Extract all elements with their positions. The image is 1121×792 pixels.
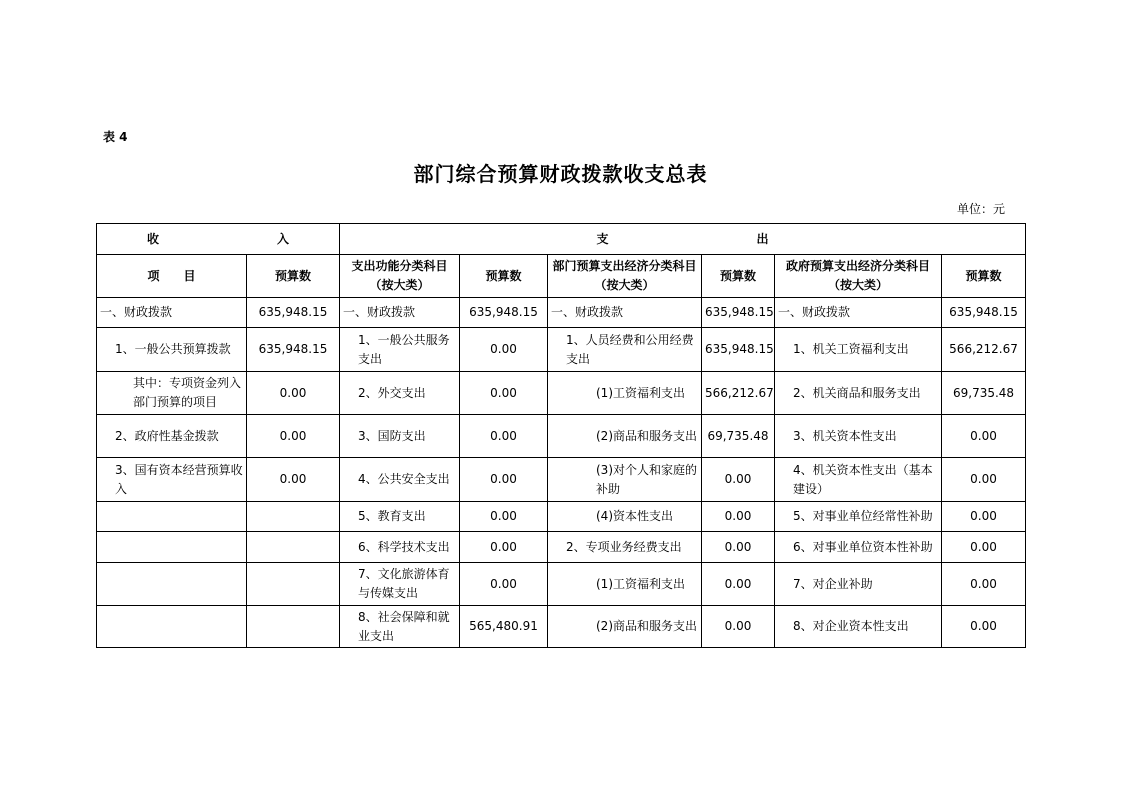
header-budget-gov: 预算数: [942, 255, 1026, 298]
table-number: 表 4: [103, 130, 128, 144]
dept-econ-value: 0.00: [702, 532, 775, 563]
table-row: [97, 415, 1026, 458]
dept-econ-item: (1)工资福利支出: [548, 563, 702, 606]
table-row: [97, 606, 1026, 648]
dept-econ-value: 0.00: [702, 458, 775, 502]
gov-econ-item: 6、对事业单位资本性补助: [775, 532, 942, 563]
income-value: 0.00: [247, 415, 340, 458]
dept-econ-item: (4)资本性支出: [548, 502, 702, 532]
income-item: [97, 563, 247, 606]
income-value: [247, 563, 340, 606]
dept-econ-value: 69,735.48: [702, 415, 775, 458]
func-value: 635,948.15: [460, 298, 548, 328]
gov-econ-item: 8、对企业资本性支出: [775, 606, 942, 648]
income-value: 635,948.15: [247, 328, 340, 372]
income-value: 0.00: [247, 372, 340, 415]
table-row: [97, 563, 1026, 606]
expense-section-header: [340, 224, 1026, 255]
dept-econ-value: 635,948.15: [702, 298, 775, 328]
income-value: 0.00: [247, 458, 340, 502]
func-item: 7、文化旅游体育与传媒支出: [340, 563, 460, 606]
gov-econ-value: 0.00: [942, 415, 1026, 458]
income-value: 635,948.15: [247, 298, 340, 328]
gov-econ-item: 2、机关商品和服务支出: [775, 372, 942, 415]
income-item: [97, 532, 247, 563]
income-section-char-1: 收: [146, 231, 159, 246]
gov-econ-value: 69,735.48: [942, 372, 1026, 415]
gov-econ-value: 0.00: [942, 606, 1026, 648]
func-item: 3、国防支出: [340, 415, 460, 458]
table-row: [97, 372, 1026, 415]
header-item: 项 目: [97, 255, 247, 298]
gov-econ-item: 3、机关资本性支出: [775, 415, 942, 458]
func-item: 6、科学技术支出: [340, 532, 460, 563]
income-item: 一、财政拨款: [97, 298, 247, 328]
dept-econ-value: 0.00: [702, 563, 775, 606]
header-budget-dept: 预算数: [702, 255, 775, 298]
dept-econ-value: 635,948.15: [702, 328, 775, 372]
gov-econ-item: 7、对企业补助: [775, 563, 942, 606]
income-item: [97, 606, 247, 648]
header-func-category: 支出功能分类科目（按大类）: [340, 255, 460, 298]
income-item: 2、政府性基金拨款: [97, 415, 247, 458]
dept-econ-item: (2)商品和服务支出: [548, 415, 702, 458]
func-item: 一、财政拨款: [340, 298, 460, 328]
unit-label: 单位：元: [957, 202, 1006, 216]
dept-econ-value: 566,212.67: [702, 372, 775, 415]
income-item: 其中：专项资金列入部门预算的项目: [97, 372, 247, 415]
expense-section-char-1: 支: [596, 231, 609, 246]
document-title: 部门综合预算财政拨款收支总表: [413, 162, 708, 186]
budget-table: [96, 223, 1026, 648]
func-value: 0.00: [460, 563, 548, 606]
table-row: [97, 458, 1026, 502]
section-header-row: [97, 224, 1026, 255]
func-item: 2、外交支出: [340, 372, 460, 415]
table-row: [97, 532, 1026, 563]
header-gov-econ-category: 政府预算支出经济分类科目（按大类）: [775, 255, 942, 298]
income-value: [247, 502, 340, 532]
income-section-char-2: 入: [277, 231, 290, 246]
func-value: 565,480.91: [460, 606, 548, 648]
gov-econ-value: 566,212.67: [942, 328, 1026, 372]
gov-econ-item: 1、机关工资福利支出: [775, 328, 942, 372]
income-value: [247, 606, 340, 648]
dept-econ-item: 一、财政拨款: [548, 298, 702, 328]
gov-econ-item: 4、机关资本性支出（基本建设）: [775, 458, 942, 502]
dept-econ-item: (2)商品和服务支出: [548, 606, 702, 648]
gov-econ-value: 0.00: [942, 458, 1026, 502]
gov-econ-item: 5、对事业单位经常性补助: [775, 502, 942, 532]
func-item: 8、社会保障和就业支出: [340, 606, 460, 648]
dept-econ-item: 1、人员经费和公用经费支出: [548, 328, 702, 372]
func-value: 0.00: [460, 532, 548, 563]
income-value: [247, 532, 340, 563]
dept-econ-item: (3)对个人和家庭的补助: [548, 458, 702, 502]
gov-econ-value: 0.00: [942, 502, 1026, 532]
func-value: 0.00: [460, 372, 548, 415]
expense-section-char-2: 出: [756, 231, 769, 246]
income-item: 1、一般公共预算拨款: [97, 328, 247, 372]
func-value: 0.00: [460, 502, 548, 532]
table-row: [97, 502, 1026, 532]
func-item: 1、一般公共服务支出: [340, 328, 460, 372]
gov-econ-value: 635,948.15: [942, 298, 1026, 328]
func-item: 4、公共安全支出: [340, 458, 460, 502]
gov-econ-value: 0.00: [942, 532, 1026, 563]
func-item: 5、教育支出: [340, 502, 460, 532]
gov-econ-item: 一、财政拨款: [775, 298, 942, 328]
gov-econ-value: 0.00: [942, 563, 1026, 606]
header-dept-econ-category: 部门预算支出经济分类科目（按大类）: [548, 255, 702, 298]
dept-econ-item: (1)工资福利支出: [548, 372, 702, 415]
table-row: [97, 328, 1026, 372]
dept-econ-value: 0.00: [702, 606, 775, 648]
func-value: 0.00: [460, 328, 548, 372]
header-budget-func: 预算数: [460, 255, 548, 298]
header-budget-income: 预算数: [247, 255, 340, 298]
income-section-header: [97, 224, 340, 255]
income-item: 3、国有资本经营预算收入: [97, 458, 247, 502]
dept-econ-item: 2、专项业务经费支出: [548, 532, 702, 563]
func-value: 0.00: [460, 458, 548, 502]
income-item: [97, 502, 247, 532]
dept-econ-value: 0.00: [702, 502, 775, 532]
column-header-row: [97, 255, 1026, 298]
table-row: [97, 298, 1026, 328]
func-value: 0.00: [460, 415, 548, 458]
